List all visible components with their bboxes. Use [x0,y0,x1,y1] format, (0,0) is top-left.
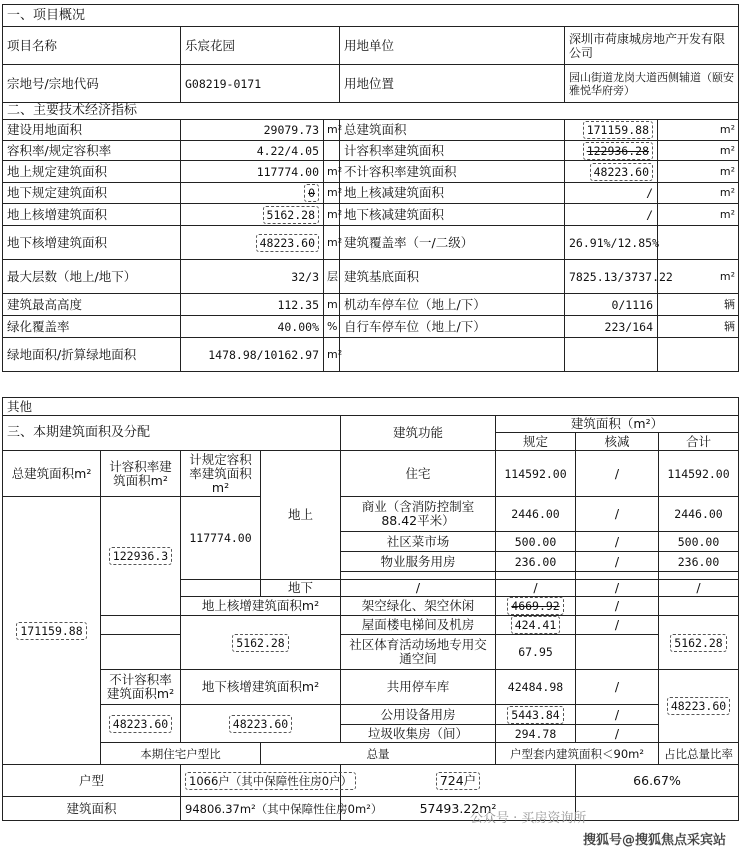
spec-value: 294.78 [496,725,576,743]
indicator-row [3,316,739,338]
reduce-value [576,635,659,670]
indicator-label-right: 地下核减建筑面积 [340,204,565,226]
indicator-label: 建设用地面积 [3,120,181,141]
section2-title: 二、主要技术经济指标 [3,103,739,120]
indicator-row [3,294,739,316]
indicator-unit-right: m² [658,204,739,226]
reduce-value: / [576,670,659,705]
reduce-value: / [576,580,659,597]
indicator-value [181,226,324,260]
empty-cell [341,572,496,580]
below-increase-value: 48223.60 [229,715,292,733]
indicator-unit-right [658,226,739,260]
spec-value: 114592.00 [496,451,576,497]
above-increase-cell [181,616,341,670]
indicator-value: 112.35 [181,294,324,316]
spec-value [496,705,576,725]
empty-cell [496,572,576,580]
unit-small: 724户 [436,772,480,790]
marked-value: 48223.60 [590,163,653,181]
section1-title: 一、项目概况 [3,5,739,27]
reduce-value: / [576,451,659,497]
indicator-unit: m² [324,120,340,141]
total-area-value: 171159.88 [16,622,86,640]
indicator-row [3,226,739,260]
spec-value: 236.00 [496,552,576,572]
indicator-row [3,120,739,141]
total-col-label: 总量 [261,743,496,765]
empty-cell [659,572,739,580]
parcel-label: 宗地号/宗地代码 [3,65,181,103]
func-row-7: 社区体育活动场地专用交通空间 [341,635,496,670]
indicator-value: 40.00% [181,316,324,338]
reduce-value: / [576,705,659,725]
total-value: 500.00 [659,532,739,552]
reduce-value: / [576,597,659,616]
spec-header: 规定 [496,433,576,451]
wechat-watermark: 公众号 · 买房资询所 [470,811,587,826]
indicator-value: 1478.98/10162.97 [181,338,324,372]
total-area-label: 总建筑面积m² [3,451,101,497]
indicator-unit: 层 [324,260,340,294]
indicator-label: 建筑最高高度 [3,294,181,316]
indicator-row [3,183,739,204]
function-header: 建筑功能 [341,416,496,451]
technical-indicators-table [2,4,739,372]
nonfar-label: 不计容积率建筑面积m² [101,670,181,705]
below-increase-label: 地下核增建筑面积m² [181,670,341,705]
indicator-rows [3,120,739,372]
indicator-label: 地下规定建筑面积 [3,183,181,204]
indicator-unit-right: 辆 [658,294,739,316]
indicator-unit [324,141,340,161]
above-increase-label: 地上核增建筑面积m² [181,597,341,616]
indicator-row [3,141,739,161]
below-ground-label: 地下 [261,580,341,597]
func-row-8: 共用停车库 [341,670,496,705]
empty-cell [101,635,181,670]
func-row-1: 商业（含消防控制室88.42平米） [341,497,496,532]
unit-small-cell [341,765,576,797]
spec-value: 67.95 [496,635,576,670]
indicator-label-right: 地上核减建筑面积 [340,183,565,204]
far-area-value: 122936.3 [109,547,172,565]
spec-far-label: 计规定容积率建筑面积m² [181,451,261,497]
indicator-label-right: 计容积率建筑面积 [340,141,565,161]
spec-value: 500.00 [496,532,576,552]
above-ground-label: 地上 [261,451,341,580]
indicator-value: 29079.73 [181,120,324,141]
func-row-10: 垃圾收集房（间） [341,725,496,743]
indicator-label-right: 总建筑面积 [340,120,565,141]
total-value: / [659,580,739,597]
indicator-value-right [565,338,658,372]
far-area-label: 计容积率建筑面积m² [101,451,181,497]
empty-cell [576,797,739,821]
indicator-unit: m² [324,338,340,372]
indicator-value-right: 0/1116 [565,294,658,316]
indicator-row [3,260,739,294]
indicator-unit-right: m² [658,120,739,141]
indicator-value [181,183,324,204]
land-user-label: 用地单位 [340,27,565,65]
indicator-unit: % [324,316,340,338]
indicator-unit-right: 辆 [658,316,739,338]
total-value [659,616,739,670]
interior-area-label: 户型套内建筑面积＜90m² [496,743,659,765]
indicator-value-right [565,161,658,183]
marked-value: 0 [304,184,319,202]
indicator-label-right: 建筑覆盖率（一/二级） [340,226,565,260]
unit-total: 1066户（其中保障性住房0户） [185,772,356,790]
ratio-label: 占比总量比率 [659,743,739,765]
below-increase-total: 48223.60 [667,697,730,715]
marked-value: 171159.88 [583,121,653,139]
indicator-label: 容积率/规定容积率 [3,141,181,161]
nonfar-value: 48223.60 [109,715,172,733]
struck-value: 4669.92 [507,597,563,615]
total-header: 合计 [659,433,739,451]
indicator-label-right [340,338,565,372]
reduce-value: / [576,532,659,552]
marked-value: 5162.28 [263,206,319,224]
indicator-row [3,204,739,226]
indicator-label: 地上规定建筑面积 [3,161,181,183]
indicator-value-right: / [565,204,658,226]
func-row-0: 住宅 [341,451,496,497]
indicator-unit: m [324,294,340,316]
spec-far-value: 117774.00 [181,497,261,580]
indicator-label: 绿地面积/折算绿地面积 [3,338,181,372]
total-value: 2446.00 [659,497,739,532]
spec-value: 42484.98 [496,670,576,705]
area-row-label: 建筑面积 [3,797,181,821]
func-row-4: / [341,580,496,597]
indicator-value-right [565,141,658,161]
spec-value: / [496,580,576,597]
total-value: 236.00 [659,552,739,572]
indicator-unit-right: m² [658,141,739,161]
indicator-label: 地上核增建筑面积 [3,204,181,226]
indicator-label: 最大层数（地上/地下） [3,260,181,294]
reduce-value: / [576,552,659,572]
reduce-value: / [576,616,659,635]
indicator-label-right: 建筑基底面积 [340,260,565,294]
spec-value [496,597,576,616]
area-header: 建筑面积（m²） [496,416,739,433]
above-increase-value: 5162.28 [232,634,288,652]
func-row-9: 公用设备用房 [341,705,496,725]
land-location: 园山街道龙岗大道西侧辅道（颐安雅悦华府旁） [565,65,739,103]
indicator-value [181,204,324,226]
indicator-unit: m² [324,183,340,204]
area-distribution-table [2,397,739,821]
far-area-cell [101,497,181,616]
below-increase-cell [181,705,341,743]
indicator-label: 绿化覆盖率 [3,316,181,338]
empty-cell [101,616,181,635]
marked-value: 122936.28 [583,142,653,160]
spec-value [496,616,576,635]
func-row-3: 物业服务用房 [341,552,496,572]
area-small: 57493.22m² [341,797,576,821]
indicator-unit: m² [324,161,340,183]
marked-value: 5443.84 [507,706,563,724]
marked-value: 48223.60 [256,234,319,252]
total-value: 114592.00 [659,451,739,497]
project-name-label: 项目名称 [3,27,181,65]
spec-value: 2446.00 [496,497,576,532]
land-user: 深圳市荷康城房地产开发有限公司 [565,27,739,65]
indicator-value: 32/3 [181,260,324,294]
project-name: 乐宸花园 [181,27,340,65]
unit-ratio-label: 本期住宅户型比 [101,743,261,765]
indicator-label-right: 自行车停车位（地上/下） [340,316,565,338]
unit-ratio: 66.67% [576,765,739,797]
indicator-row [3,161,739,183]
other-label: 其他 [3,398,739,416]
reduce-value: / [576,497,659,532]
indicator-value: 4.22/4.05 [181,141,324,161]
indicator-value-right: / [565,183,658,204]
func-row-6: 屋面楼电梯间及机房 [341,616,496,635]
total-value [659,597,739,616]
section3-title: 三、本期建筑面积及分配 [3,416,341,451]
indicator-value-right: 7825.13/3737.22 [565,260,658,294]
marked-value: 424.41 [511,616,561,634]
indicator-label: 地下核增建筑面积 [3,226,181,260]
indicator-unit-right: m² [658,183,739,204]
indicator-value: 117774.00 [181,161,324,183]
indicator-unit-right: m² [658,161,739,183]
func-row-2: 社区菜市场 [341,532,496,552]
total-value [659,670,739,743]
total-area-cell [3,497,101,765]
indicator-value-right: 26.91%/12.85% [565,226,658,260]
indicator-unit-right [658,338,739,372]
indicator-label-right: 不计容积率建筑面积 [340,161,565,183]
indicator-unit-right: m² [658,260,739,294]
indicator-unit: m² [324,204,340,226]
nonfar-cell [101,705,181,743]
above-increase-total: 5162.28 [670,634,726,652]
area-total: 94806.37m²（其中保障性住房0m²） [181,797,341,821]
reduce-header: 核减 [576,433,659,451]
indicator-value-right: 223/164 [565,316,658,338]
indicator-unit: m² [324,226,340,260]
location-label: 用地位置 [340,65,565,103]
empty-cell [576,572,659,580]
empty-cell [181,580,261,597]
reduce-value: / [576,725,659,743]
sohu-watermark: 搜狐号@搜狐焦点采宾站 [579,829,730,848]
indicator-label-right: 机动车停车位（地上/下） [340,294,565,316]
parcel-code: G08219-0171 [181,65,340,103]
indicator-value-right [565,120,658,141]
unit-total-cell [181,765,353,797]
func-row-5: 架空绿化、架空休闲 [341,597,496,616]
indicator-row [3,338,739,372]
unit-type-label: 户型 [3,765,181,797]
